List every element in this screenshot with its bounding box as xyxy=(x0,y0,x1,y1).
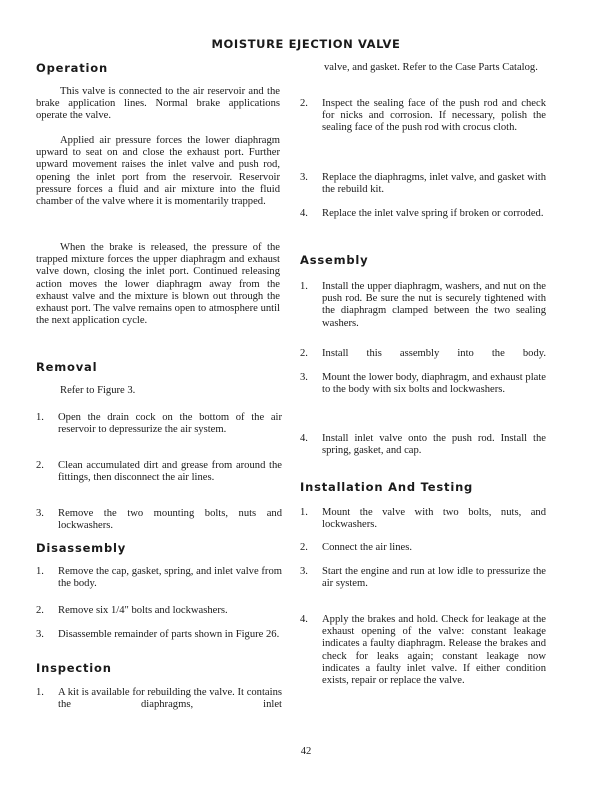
list-item xyxy=(36,687,282,711)
section-heading-assembly: Assembly xyxy=(300,253,369,267)
section-heading-disassembly: Disassembly xyxy=(36,541,127,555)
list-item xyxy=(300,433,546,457)
item-number: 4. xyxy=(300,208,308,219)
section-heading-removal: Removal xyxy=(36,360,98,374)
list-item xyxy=(300,348,546,360)
item-number: 3. xyxy=(36,629,44,640)
item-text: Open the drain cock on the bottom of the air reservoir to depressurize the air system. xyxy=(58,412,282,436)
section-heading-installation-and-testing: Installation And Testing xyxy=(300,480,474,494)
item-text: Remove the two mounting bolts, nuts and lockwashers. xyxy=(58,508,282,532)
page-title: MOISTURE EJECTION VALVE xyxy=(211,37,401,51)
item-text: Install this assembly into the body. xyxy=(322,348,546,359)
item-number: 3. xyxy=(300,372,308,383)
item-number: 3. xyxy=(36,508,44,519)
item-number: 2. xyxy=(36,460,44,471)
item-number: 1. xyxy=(36,412,44,423)
item-text: Install inlet valve onto the push rod. Install the spring, gasket, and cap. xyxy=(322,433,546,457)
item-text: Install the upper diaphragm, washers, and nut on the push rod. Be sure the nut is securely tightened with the diaphragm clamped between the two sealing washers. xyxy=(322,281,546,329)
list-item xyxy=(36,629,282,641)
item-text: Replace the diaphragms, inlet valve, and gasket with the rebuild kit. xyxy=(322,172,546,196)
item-text: Start the engine and run at low idle to pressurize the air system. xyxy=(322,566,546,590)
list-item xyxy=(36,460,282,484)
list-item xyxy=(300,542,546,554)
item-number: 2. xyxy=(300,348,308,359)
item-text: Inspect the sealing face of the push rod and check for nicks and corrosion. If necessary, polish the sealing face of the push rod with crocus cloth. xyxy=(322,98,546,134)
item-number: 2. xyxy=(300,98,308,109)
item-number: 4. xyxy=(300,433,308,444)
item-number: 3. xyxy=(300,566,308,577)
item-text: Replace the inlet valve spring if broken or corroded. xyxy=(322,208,544,219)
item-text-continued: valve, and gasket. Refer to the Case Parts Catalog. xyxy=(324,62,538,73)
paragraph: Applied air pressure forces the lower diaphragm upward to seat on and close the exhaust port. Further upward movement raises the inlet valve and push rod, opening the inlet port from the reservoir. Reservoir pressure forces a fluid and air mixture into the fluid chamber of the valve where it is momentarily trapped. xyxy=(36,135,280,208)
list-item xyxy=(36,605,282,617)
item-text: Remove six 1/4" bolts and lockwashers. xyxy=(58,605,228,616)
item-text: A kit is available for rebuilding the valve. It contains the diaphragms, inlet xyxy=(58,687,282,711)
item-number: 4. xyxy=(300,614,308,625)
item-text: Remove the cap, gasket, spring, and inlet valve from the body. xyxy=(58,566,282,590)
list-item xyxy=(300,172,546,196)
section-heading-operation: Operation xyxy=(36,61,108,75)
page-number: 42 xyxy=(300,746,312,757)
item-text: Mount the valve with two bolts, nuts, and lockwashers. xyxy=(322,507,546,531)
item-number: 2. xyxy=(36,605,44,616)
paragraph: This valve is connected to the air reservoir and the brake application lines. Normal brake applications operate the valve. xyxy=(36,86,280,122)
item-text: Connect the air lines. xyxy=(322,542,413,553)
section-heading-inspection: Inspection xyxy=(36,661,112,675)
list-item xyxy=(36,566,282,590)
item-text: Apply the brakes and hold. Check for leakage at the exhaust opening of the valve: constant leakage indicates a faulty diaphragm. Release the brakes and check for leaks again; constant leakage now indicates a faulty inlet valve. If either condition exists, repair or replace the valve. xyxy=(322,614,546,687)
list-item xyxy=(300,208,546,220)
item-number: 1. xyxy=(36,687,44,698)
paragraph: Refer to Figure 3. xyxy=(60,385,136,396)
list-item xyxy=(36,412,282,436)
list-item xyxy=(300,566,546,590)
item-text: Mount the lower body, diaphragm, and exhaust plate to the body with six bolts and lockwashers. xyxy=(322,372,546,396)
list-item xyxy=(300,614,546,687)
item-number: 3. xyxy=(300,172,308,183)
item-text: Disassemble remainder of parts shown in Figure 26. xyxy=(58,629,280,640)
item-number: 2. xyxy=(300,542,308,553)
list-item xyxy=(300,98,546,135)
list-item xyxy=(300,281,546,330)
item-number: 1. xyxy=(300,281,308,292)
list-item xyxy=(300,372,546,396)
item-number: 1. xyxy=(36,566,44,577)
item-text: Clean accumulated dirt and grease from around the fittings, then disconnect the air lines. xyxy=(58,460,282,484)
list-item xyxy=(36,508,282,532)
item-number: 1. xyxy=(300,507,308,518)
paragraph: When the brake is released, the pressure of the trapped mixture forces the upper diaphragm and exhaust valve down, closing the inlet port. Continued releasing action moves the lower diaphragm away from the exhaust valve and the mixture is blown out through the exhaust port. The valve remains open to atmosphere until the next application cycle. xyxy=(36,242,280,327)
list-item xyxy=(300,507,546,531)
